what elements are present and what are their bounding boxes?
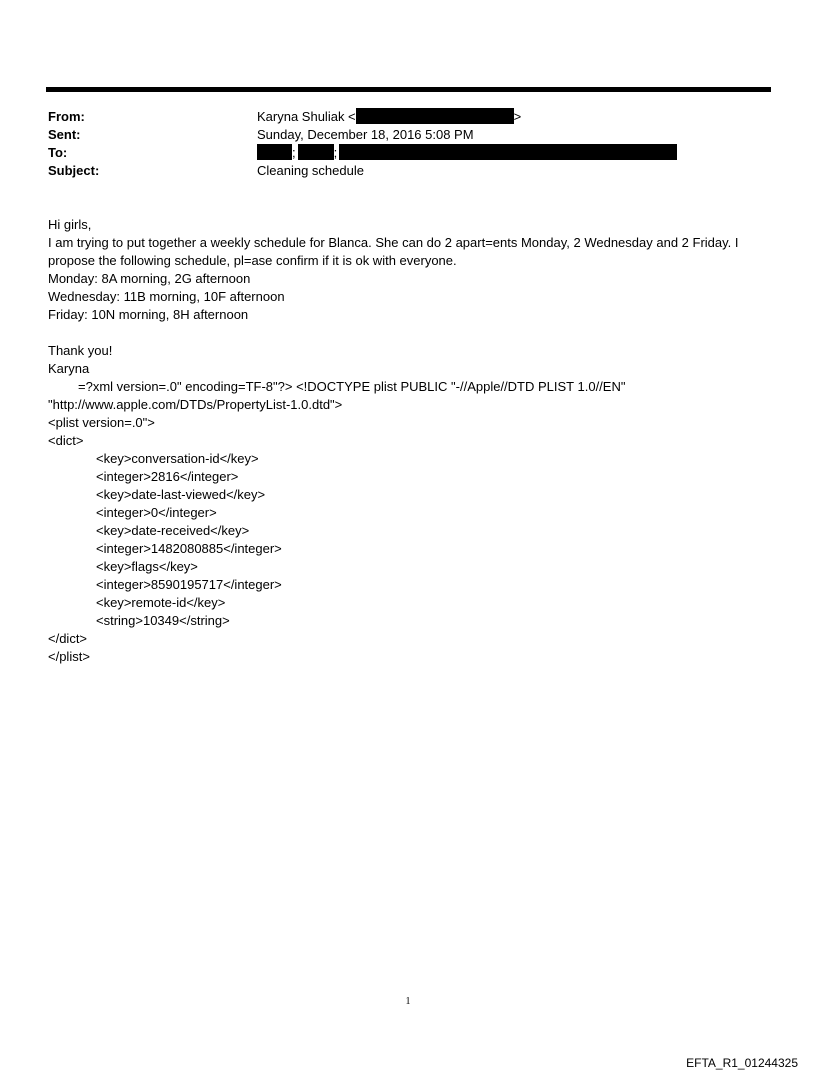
- body-line: Friday: 10N morning, 8H afternoon: [48, 307, 249, 322]
- body-line: <integer>2816</integer>: [96, 469, 239, 484]
- body-line: </plist>: [48, 649, 90, 664]
- body-line: <key>date-last-viewed</key>: [96, 487, 266, 502]
- body-line: <integer>0</integer>: [96, 505, 217, 520]
- body-line: Wednesday: 11B morning, 10F afternoon: [48, 289, 285, 304]
- body-line: propose the following schedule, pl=ase confirm if it is ok with everyone.: [48, 253, 457, 268]
- body-line: <key>flags</key>: [96, 559, 198, 574]
- body-line: I am trying to put together a weekly schedule for Blanca. She can do 2 apart=ents Monday, 2 Wednesday and 2 Friday. I: [48, 235, 739, 250]
- subject-label: Subject:: [48, 163, 100, 178]
- body-line: <plist version=.0">: [48, 415, 155, 430]
- sent-label: Sent:: [48, 127, 81, 142]
- body-line: <key>remote-id</key>: [96, 595, 226, 610]
- to-value: [257, 144, 677, 162]
- from-name: Karyna Shuliak <: [257, 109, 356, 124]
- redaction-block: [257, 144, 292, 160]
- body-line: Monday: 8A morning, 2G afternoon: [48, 271, 251, 286]
- from-label: From:: [48, 109, 85, 124]
- redaction-block: [356, 108, 514, 124]
- sent-value: Sunday, December 18, 2016 5:08 PM: [257, 127, 474, 142]
- redaction-block: [298, 144, 334, 160]
- body-line: <key>conversation-id</key>: [96, 451, 259, 466]
- body-line: <key>date-received</key>: [96, 523, 250, 538]
- body-line: =?xml version=.0" encoding=TF-8"?> <!DOCTYPE plist PUBLIC "-//Apple//DTD PLIST 1.0//EN": [78, 379, 626, 394]
- from-close: >: [513, 109, 522, 124]
- to-label: To:: [48, 145, 68, 160]
- subject-value: Cleaning schedule: [257, 163, 364, 178]
- body-line: </dict>: [48, 631, 88, 646]
- page-number: 1: [405, 996, 411, 1007]
- body-line: Karyna: [48, 361, 90, 376]
- email-body: [48, 216, 778, 666]
- from-value: [257, 108, 521, 126]
- document-id: EFTA_R1_01244325: [686, 1056, 798, 1070]
- body-line: Hi girls,: [48, 217, 92, 232]
- body-line: "http://www.apple.com/DTDs/PropertyList-1.0.dtd">: [48, 397, 343, 412]
- blank-line: [48, 324, 778, 342]
- body-line: <dict>: [48, 433, 84, 448]
- to-separator: ;: [333, 145, 338, 160]
- body-line: <string>10349</string>: [96, 613, 230, 628]
- body-line: Thank you!: [48, 343, 113, 358]
- to-separator: ;: [292, 145, 296, 160]
- header-divider: [46, 87, 771, 92]
- body-line: <integer>1482080885</integer>: [96, 541, 282, 556]
- body-line: <integer>8590195717</integer>: [96, 577, 282, 592]
- redaction-block: [339, 144, 677, 160]
